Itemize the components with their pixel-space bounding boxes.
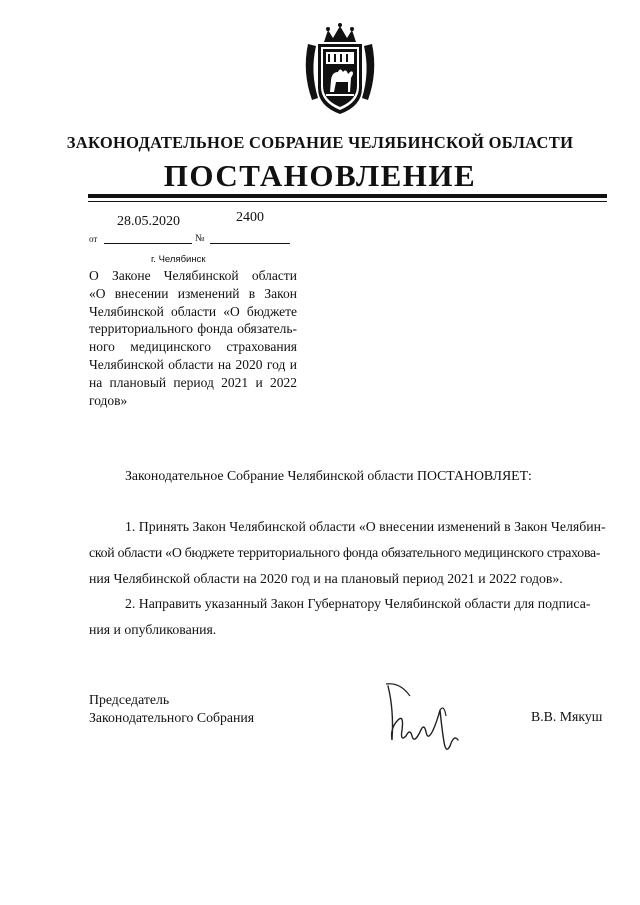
paragraph-line: 1. Принять Закон Челябинской области «О внесении изменений в Закон Челябин- [125,519,606,534]
handwritten-signature-icon [380,680,470,760]
document-number: 2400 [236,210,264,225]
signatory-title [89,691,254,727]
date-underline [104,243,192,244]
header-rule-thick [88,194,607,198]
subject-line: Челябинской области на 2020 год и [89,356,297,372]
number-label: № [195,233,205,244]
resolution-intro: Законодательное Собрание Челябинской области ПОСТАНОВЛЯЕТ: [125,468,532,483]
document-type-title: ПОСТАНОВЛЕНИЕ [163,158,477,193]
date-label: от [89,234,98,244]
paragraph-line: ния и опубликования. [89,622,217,637]
organization-title: ЗАКОНОДАТЕЛЬНОЕ СОБРАНИЕ ЧЕЛЯБИНСКОЙ ОБЛАСТИ [66,133,574,152]
subject-line: годов» [89,392,128,408]
subject-line: на плановый период 2021 и 2022 [89,374,297,390]
coat-of-arms-icon [300,22,380,118]
document-subject [89,267,297,409]
subject-line: территориального фонда обязатель- [89,321,297,337]
signatory-title-line: Председатель [89,692,170,707]
signatory-name: В.В. Мякуш [531,709,603,724]
subject-line: О Законе Челябинской области [89,268,297,283]
header-rule-thin [88,201,607,202]
signatory-title-line: Законодательного Собрания [89,710,255,725]
subject-line: Челябинской области «О бюджете [89,303,297,319]
paragraph-line: 2. Направить указанный Закон Губернатору Челябинской области для подписа- [125,596,591,611]
document-date: 28.05.2020 [117,214,180,229]
paragraph-line: ния Челябинской области на 2020 год и на плановый период 2021 и 2022 годов». [89,571,563,586]
subject-line: «О внесении изменений в Закон [89,285,297,301]
paragraph-line: ской области «О бюджете территориального фонда обязательного медицинского страхова- [89,545,601,560]
paragraph-1 [89,514,607,592]
city-label: г. Челябинск [151,254,206,265]
number-underline [210,243,290,244]
subject-line: ного медицинского страхования [89,339,297,355]
paragraph-2 [89,591,607,643]
